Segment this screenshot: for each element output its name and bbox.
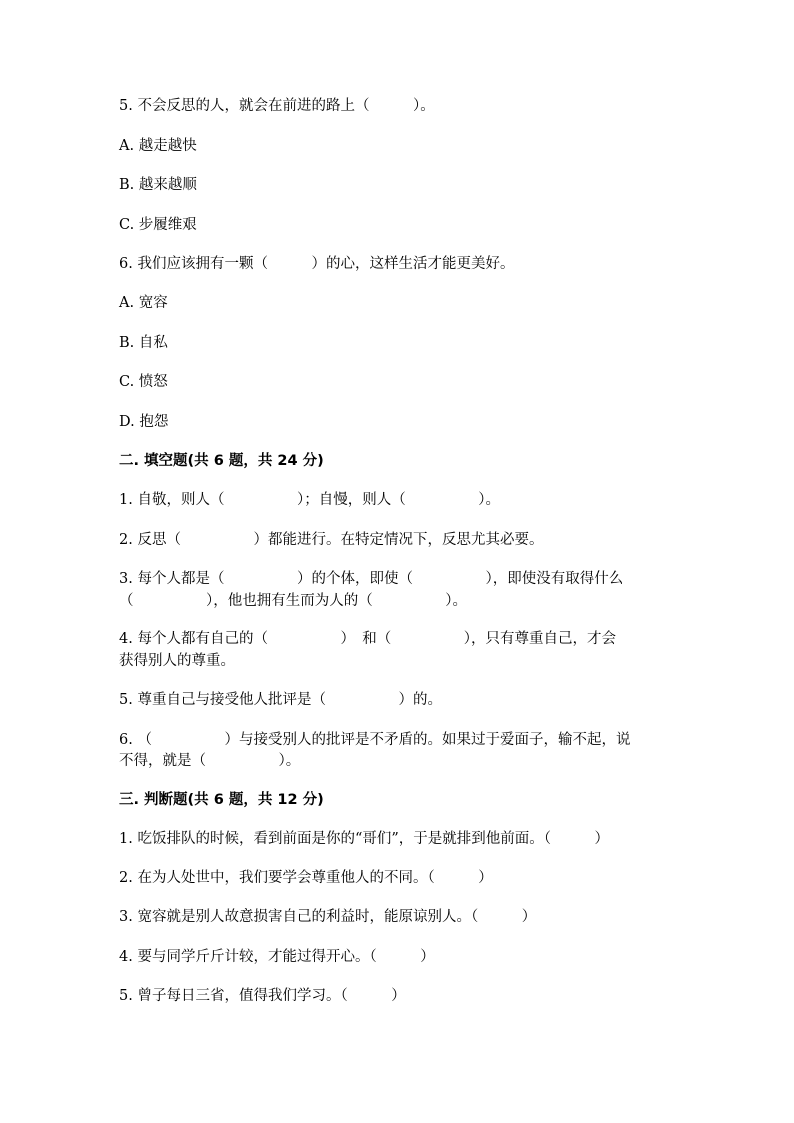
option-c: C. 步履维艰 (119, 217, 197, 233)
fill-question-6-line-2: 不得，就是（ ）。 (119, 753, 301, 769)
fill-question-2: 2. 反思（ ）都能进行。在特定情况下，反思尤其必要。 (119, 532, 544, 548)
option-a: A. 越走越快 (119, 138, 197, 154)
fill-question-4-line-1: 4. 每个人都有自己的（ ） 和（ ），只有尊重自己，才会 (119, 631, 616, 647)
section-heading-fill-blank: 二. 填空题(共 6 题，共 24 分) (119, 453, 324, 469)
fill-question-4-line-2: 获得别人的尊重。 (119, 653, 235, 669)
fill-question-6-line-1: 6. （ ）与接受别人的批评是不矛盾的。如果过于爱面子，输不起，说 (119, 732, 631, 748)
section-heading-true-false: 三. 判断题(共 6 题，共 12 分) (119, 792, 324, 808)
option-b: B. 自私 (119, 335, 168, 351)
option-b: B. 越来越顺 (119, 177, 197, 193)
option-c: C. 愤怒 (119, 374, 168, 390)
option-d: D. 抱怨 (119, 414, 169, 430)
fill-question-5: 5. 尊重自己与接受他人批评是（ ）的。 (119, 692, 442, 708)
judge-question-3: 3. 宽容就是别人故意损害自己的利益时，能原谅别人。（ ） (119, 909, 537, 925)
judge-question-5: 5. 曾子每日三省，值得我们学习。（ ） (119, 988, 406, 1004)
fill-question-3-line-1: 3. 每个人都是（ ）的个体，即使（ ），即使没有取得什么 (119, 571, 624, 587)
fill-question-3-line-2: （ ），他也拥有生而为人的（ ）。 (119, 593, 467, 609)
judge-question-1: 1. 吃饭排队的时候，看到前面是你的“哥们”，于是就排到他前面。（ ） (119, 831, 610, 847)
option-a: A. 宽容 (119, 295, 168, 311)
judge-question-4: 4. 要与同学斤斤计较，才能过得开心。（ ） (119, 949, 435, 965)
choice-question-5: 5. 不会反思的人，就会在前进的路上（ ）。 (119, 98, 435, 114)
choice-question-6: 6. 我们应该拥有一颗（ ）的心，这样生活才能更美好。 (119, 256, 515, 272)
judge-question-2: 2. 在为人处世中，我们要学会尊重他人的不同。（ ） (119, 870, 493, 886)
fill-question-1: 1. 自敬，则人（ ）；自慢，则人（ ）。 (119, 492, 500, 508)
